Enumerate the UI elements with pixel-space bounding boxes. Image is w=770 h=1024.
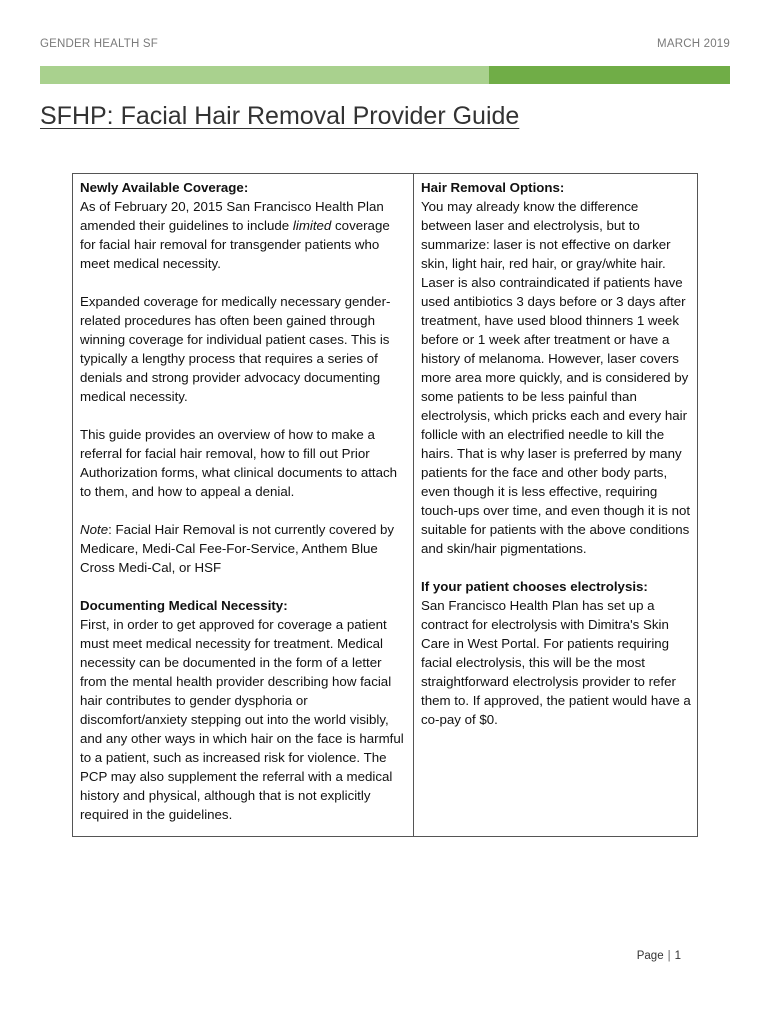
coverage-heading: Newly Available Coverage: xyxy=(80,180,249,195)
guide-overview-paragraph: This guide provides an overview of how to make a referral for facial hair removal, how to fill out Prior Authorization forms, what clinical documents to attach to them, and how to appeal a denial. xyxy=(80,427,398,499)
coverage-text-italic: limited xyxy=(292,218,332,233)
page-label: Page xyxy=(636,950,664,962)
accent-bar-dark xyxy=(489,66,730,84)
header-org: GENDER HEALTH SF xyxy=(40,38,159,50)
header-accent-bar xyxy=(40,66,730,84)
accent-bar-light xyxy=(40,66,489,84)
coverage-text-end: coverage for facial hair removal for transgender patients who meet medical necessity. xyxy=(80,218,390,271)
electrolysis-section xyxy=(421,577,691,729)
coverage-text-start: As of February 20, 2015 San Francisco Health Plan amended their guidelines to include xyxy=(80,199,384,233)
options-text: You may already know the difference between laser and electrolysis, but to summarize: laser is not effective on darker skin, light hair, red hair, or gray/white hair. Laser is also contraindicated if patients have used antibiotics 3 days before or 3 days after treatment, have used blood thinners 1 week before or 1 week after treatment or have a history of melanoma. However, laser covers more area more quickly, and is considered by some patients to be less painful than electrolysis, which pricks each and every hair follicle with an electrified needle to kill the hairs. That is why laser is preferred by many patients for the face and other body parts, even though it is less effective, requiring touch-ups over time, and even though it is not suitable for patients with the above conditions and skin/hair pigmentations. xyxy=(421,199,691,556)
options-heading: Hair Removal Options: xyxy=(421,180,565,195)
page-number: 1 xyxy=(674,950,681,962)
note-text: : Facial Hair Removal is not currently covered by Medicare, Medi-Cal Fee-For-Service, Anthem Blue Cross Medi-Cal, or HSF xyxy=(80,522,395,575)
header-date: MARCH 2019 xyxy=(657,38,730,50)
electrolysis-text: San Francisco Health Plan has set up a contract for electrolysis with Dimitra's Skin Care in West Portal. For patients requiring facial electrolysis, this will be the most straightforward electrolysis provider to refer them to. If approved, the patient would have a co-pay of $0. xyxy=(421,598,691,727)
page-number-footer xyxy=(637,950,681,962)
content-table xyxy=(72,173,698,837)
note-label: Note xyxy=(80,522,109,537)
right-column xyxy=(414,174,697,836)
page-separator: | xyxy=(667,950,671,962)
necessity-text: First, in order to get approved for coverage a patient must meet medical necessity for treatment. Medical necessity can be documented in the form of a letter from the mental health provider describing how facial hair contributes to gender dysphoria or discomfort/anxiety stepping out into the world visibly, and any other ways in which hair on the face is harmful to a patient, such as increased risk for violence. The PCP may also supplement the referral with a medical history and physical, although that is not explicitly required in the guidelines. xyxy=(80,617,404,822)
note-paragraph xyxy=(80,520,407,577)
necessity-section xyxy=(80,596,407,824)
page-title: SFHP: Facial Hair Removal Provider Guide xyxy=(40,102,520,130)
options-section xyxy=(421,178,691,558)
necessity-heading: Documenting Medical Necessity: xyxy=(80,598,288,613)
left-column xyxy=(73,174,414,836)
electrolysis-heading: If your patient chooses electrolysis: xyxy=(421,579,648,594)
expanded-coverage-paragraph: Expanded coverage for medically necessary gender-related procedures has often been gained through winning coverage for individual patient cases. This is typically a lengthy process that requires a series of denials and strong provider advocacy documenting medical necessity. xyxy=(80,294,391,404)
coverage-section xyxy=(80,178,407,273)
